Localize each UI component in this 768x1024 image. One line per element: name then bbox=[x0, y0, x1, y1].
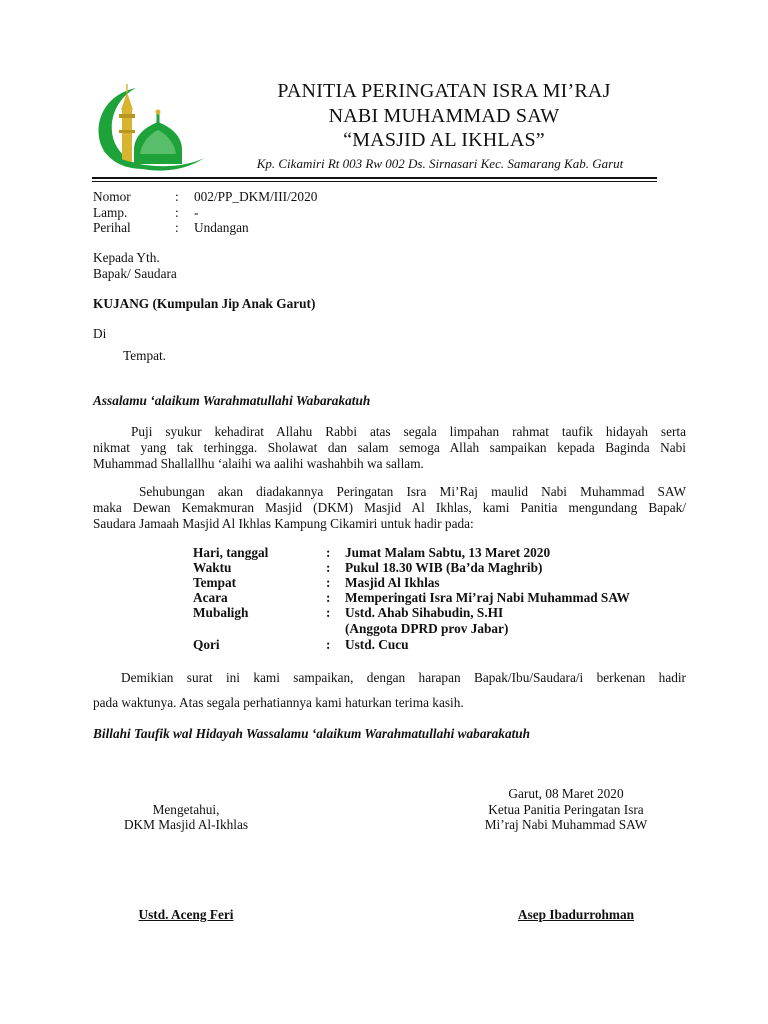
meta-key: Lamp. bbox=[93, 205, 128, 220]
mosque-logo-icon bbox=[92, 80, 214, 174]
detail-value: Memperingati Isra Mi’raj Nabi Muhammad SAW bbox=[345, 590, 630, 605]
recipient-tempat: Tempat. bbox=[123, 348, 167, 363]
signature-right-name: Asep Ibadurrohman bbox=[517, 907, 635, 922]
detail-key: Acara bbox=[193, 590, 228, 605]
signature-right-title2: Mi’raj Nabi Muhammad SAW bbox=[484, 817, 648, 832]
detail-value: Jumat Malam Sabtu, 13 Maret 2020 bbox=[345, 545, 551, 560]
meta-sep: : bbox=[175, 205, 179, 220]
signature-left-title2: DKM Masjid Al-Ikhlas bbox=[123, 817, 249, 832]
detail-sep: : bbox=[326, 545, 331, 560]
recipient-line1: Kepada Yth. bbox=[93, 250, 160, 265]
recipient-di: Di bbox=[93, 326, 107, 341]
header-title-line3: “MASJID AL IKHLAS” bbox=[343, 129, 545, 151]
detail-value: (Anggota DPRD prov Jabar) bbox=[345, 621, 509, 636]
meta-key: Nomor bbox=[93, 189, 131, 204]
meta-value: - bbox=[194, 205, 199, 220]
meta-sep: : bbox=[175, 220, 179, 235]
paragraph-line: Sehubungan akan diadakannya Peringatan Isra Mi’Raj maulid Nabi Muhammad SAW bbox=[139, 484, 686, 499]
meta-value: 002/PP_DKM/III/2020 bbox=[194, 189, 318, 204]
paragraph-line: maka Dewan Kemakmuran Masjid (DKM) Masjid Al Ikhlas, kami Panitia mengundang Bapak/ bbox=[93, 500, 686, 515]
paragraph-line: nikmat yang tak terhingga. Sholawat dan salam semoga Allah sampaikan kepada Baginda Nabi bbox=[93, 440, 686, 455]
paragraph-line: Muhammad Shallallhu ‘alaihi wa aalihi washahbih wa sallam. bbox=[93, 456, 424, 471]
detail-key: Mubaligh bbox=[193, 605, 249, 620]
header-address: Kp. Cikamiri Rt 003 Rw 002 Ds. Sirnasari Kec. Samarang Kab. Garut bbox=[256, 156, 624, 171]
detail-value: Ustd. Cucu bbox=[345, 637, 409, 652]
detail-value: Ustd. Ahab Sihabudin, S.HI bbox=[345, 605, 504, 620]
meta-value: Undangan bbox=[194, 220, 249, 235]
recipient-org: KUJANG (Kumpulan Jip Anak Garut) bbox=[93, 296, 316, 311]
signature-right-title1: Ketua Panitia Peringatan Isra bbox=[488, 802, 644, 817]
signature-left-name: Ustd. Aceng Feri bbox=[138, 907, 234, 922]
header-rule-thin bbox=[92, 181, 657, 182]
header-title-line2: NABI MUHAMMAD SAW bbox=[328, 105, 560, 127]
detail-sep: : bbox=[326, 575, 331, 590]
recipient-line2: Bapak/ Saudara bbox=[93, 266, 177, 281]
paragraph-line: pada waktunya. Atas segala perhatiannya kami haturkan terima kasih. bbox=[93, 695, 464, 710]
signature-date: Garut, 08 Maret 2020 bbox=[508, 786, 624, 801]
detail-key: Tempat bbox=[193, 575, 237, 590]
paragraph-line: Puji syukur kehadirat Allahu Rabbi atas segala limpahan rahmat taufik hidayah serta bbox=[131, 424, 686, 439]
detail-key: Hari, tanggal bbox=[193, 545, 269, 560]
meta-key: Perihal bbox=[93, 220, 131, 235]
header-title-line1: PANITIA PERINGATAN ISRA MI’RAJ bbox=[277, 80, 611, 102]
detail-value: Pukul 18.30 WIB (Ba’da Maghrib) bbox=[345, 560, 543, 575]
detail-sep: : bbox=[326, 560, 331, 575]
paragraph-invitation bbox=[93, 484, 686, 532]
detail-sep: : bbox=[326, 590, 331, 605]
detail-value: Masjid Al Ikhlas bbox=[345, 575, 440, 590]
signature-left-title1: Mengetahui, bbox=[152, 802, 220, 817]
detail-key: Qori bbox=[193, 637, 220, 652]
detail-sep: : bbox=[326, 637, 331, 652]
header-rule-thick bbox=[92, 177, 657, 179]
detail-key: Waktu bbox=[193, 560, 232, 575]
farewell: Billahi Taufik wal Hidayah Wassalamu ‘alaikum Warahmatullahi wabarakatuh bbox=[93, 726, 531, 741]
paragraph-intro bbox=[93, 424, 686, 472]
paragraph-closing bbox=[93, 665, 686, 715]
meta-sep: : bbox=[175, 189, 179, 204]
detail-sep: : bbox=[326, 605, 331, 620]
greeting: Assalamu ‘alaikum Warahmatullahi Wabarakatuh bbox=[93, 393, 371, 408]
paragraph-line: Demikian surat ini kami sampaikan, dengan harapan Bapak/Ibu/Saudara/i berkenan hadir bbox=[121, 670, 686, 685]
paragraph-line: Saudara Jamaah Masjid Al Ikhlas Kampung Cikamiri untuk hadir pada: bbox=[93, 516, 474, 531]
